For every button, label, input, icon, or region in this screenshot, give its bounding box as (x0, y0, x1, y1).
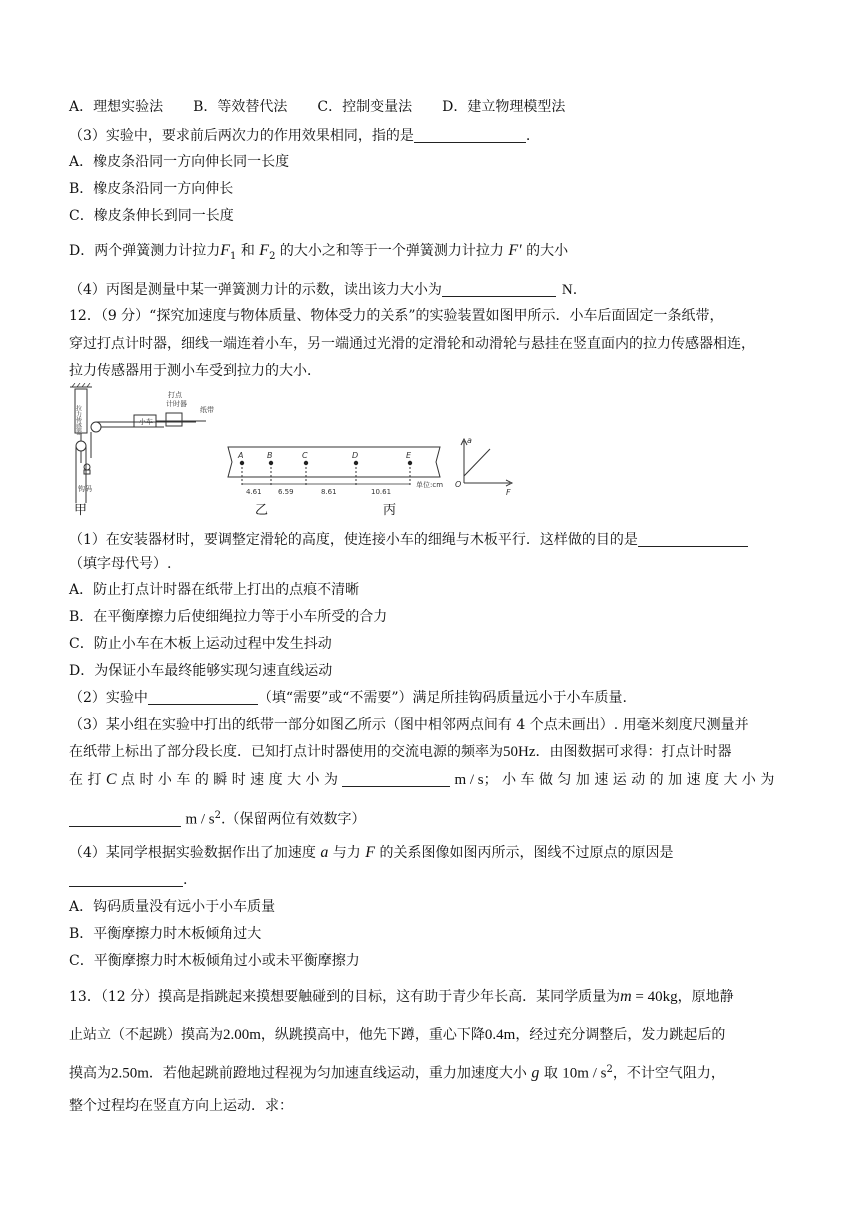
q11-q4: （4）丙图是测量中某一弹簧测力计的示数，读出该力大小为 N. (69, 282, 578, 298)
graph-x-label: F (506, 488, 511, 497)
point-label-a: A (238, 451, 244, 460)
point-label-e: E (406, 451, 412, 460)
option-c: C．控制变量法 (317, 99, 413, 115)
answer-blank[interactable] (69, 872, 183, 887)
q11-q3-option-a: A．橡皮条沿同一方向伸长同一长度 (69, 154, 290, 170)
q12-q3-line-1: （3）某小组在实验中打出的纸带一部分如图乙所示（图中相邻两点间有 4 个点未画出）. 用毫米刻度尺测量并 (69, 717, 749, 733)
q12-intro-3: 拉力传感器用于测小车受到拉力的大小． (69, 363, 321, 379)
caption-jia: 甲 (74, 503, 88, 518)
dot-d (354, 461, 358, 465)
answer-blank[interactable] (69, 812, 181, 827)
point-label-c: C (302, 451, 308, 460)
distance-bc: 6.59 (278, 488, 294, 496)
q12-q1-stem-2: （填字母代号）. (69, 556, 172, 572)
dot-b (269, 461, 273, 465)
q11-q3-option-b: B．橡皮条沿同一方向伸长 (69, 181, 234, 197)
timer-label-1: 打点 (168, 391, 182, 399)
graph-y-label: a (467, 436, 472, 445)
q12-q1-option-d: D．为保证小车最终能够实现匀速直线运动 (69, 663, 333, 679)
graph-origin-label: O (455, 480, 462, 489)
answer-blank[interactable] (414, 128, 526, 143)
option-b: B．等效替代法 (193, 99, 288, 115)
q12-q3-line-2: 在纸带上标出了部分段长度．已知打点计时器使用的交流电源的频率为50Hz．由图数据可求得：打点计时器 (69, 744, 732, 760)
hook (84, 464, 90, 470)
q12-figure (66, 383, 526, 519)
point-label-b: B (267, 451, 273, 460)
ceiling-hatch (72, 383, 90, 387)
q12-intro-1: 12．（9 分）“探究加速度与物体质量、物体受力的关系”的实验装置如图甲所示．小车后面固定一条纸带， (69, 308, 724, 324)
option-a: A．理想实验法 (69, 99, 164, 115)
weight-label: 钩码 (78, 485, 92, 493)
unit-label: 单位:cm (416, 481, 444, 489)
q12-q2: （2）实验中 （填“需要”或“不需要”）满足所挂钩码质量远小于小车质量. (69, 690, 627, 706)
distance-cd: 8.61 (321, 488, 337, 496)
fixed-pulley (91, 422, 101, 432)
distance-de: 10.61 (371, 488, 392, 496)
option-d: D．建立物理模型法 (442, 99, 566, 115)
point-label-d: D (352, 451, 359, 460)
caption-bing: 丙 (383, 503, 397, 518)
q13-line-4: 整个过程均在竖直方向上运动．求： (69, 1098, 293, 1114)
q12-q4-option-a: A．钩码质量没有远小于小车质量 (69, 899, 276, 915)
dot-e (408, 461, 412, 465)
caption-yi: 乙 (255, 503, 269, 518)
dot-a (240, 461, 244, 465)
weight-block (84, 470, 90, 474)
answer-blank[interactable] (342, 772, 450, 787)
q11-q2-options (69, 97, 595, 117)
q12-q1-option-a: A．防止打点计时器在纸带上打出的点痕不清晰 (69, 582, 360, 598)
q12-q4-blank-line: . (69, 870, 187, 890)
q12-q1-option-c: C．防止小车在木板上运动过程中发生抖动 (69, 636, 332, 652)
cart-label: 小车 (139, 418, 153, 426)
graph-line (464, 449, 490, 476)
answer-blank[interactable] (638, 532, 748, 547)
q12-q1-stem: （1）在安装器材时，要调整定滑轮的高度，使连接小车的细绳与木板平行．这样做的目的是 (69, 530, 748, 550)
timer-label-2: 计时器 (166, 400, 187, 408)
graph-diagram (461, 439, 512, 486)
answer-blank[interactable] (148, 690, 258, 705)
tape-label: 纸带 (200, 406, 214, 414)
q13-line-1: 13．（12 分）摸高是指跳起来摸想要触碰到的目标，这有助于青少年长高．某同学质量为m = 40kg，原地静 (69, 988, 734, 1005)
q12-q4-stem: （4）某同学根据实验数据作出了加速度 a 与力 F 的关系图像如图丙所示，图线不过原点的原因是 (69, 844, 674, 861)
dot-c (304, 461, 308, 465)
q13-line-2: 止站立（不起跳）摸高为2.00m，纵跳摸高中，他先下蹲，重心下降0.4m，经过充分调整后，发力跳起后的 (69, 1027, 726, 1043)
q12-q3-line-3: 在 打 C 点 时 小 车 的 瞬 时 速 度 大 小 为 m / s； 小 车 做 匀 加 速 运 动 的 加 速 度 大 小 为 (69, 771, 775, 788)
movable-pulley (76, 441, 86, 451)
tape-dots (240, 461, 412, 465)
q11-q3-stem: （3）实验中，要求前后两次力的作用效果相同，指的是 . (69, 128, 531, 144)
distance-ab: 4.61 (246, 488, 262, 496)
q11-q3-option-d: D．两个弹簧测力计拉力$F_1$ 和 $F_2$ 的大小之和等于一个弹簧测力计拉力 F′ 的大小 (69, 242, 569, 262)
q11-q3-option-c: C．橡皮条伸长到同一长度 (69, 208, 234, 224)
q12-q3-line-4: m / $s^2$.（保留两位有效数字） (69, 806, 365, 830)
q13-line-3: 摸高为2.50m．若他起跳前蹬地过程视为匀加速直线运动，重力加速度大小 g 取 $10m / s^2$，不计空气阻力， (69, 1064, 725, 1082)
q12-q4-option-c: C．平衡摩擦力时木板倾角过小或未平衡摩擦力 (69, 953, 360, 969)
sensor-label: 拉力传感器 (74, 405, 82, 435)
timer (166, 413, 182, 426)
q12-intro-2: 穿过打点计时器，细线一端连着小车，另一端通过光滑的定滑轮和动滑轮与悬挂在竖直面内的拉力传感器相连， (69, 336, 755, 352)
answer-blank[interactable] (442, 282, 556, 297)
q12-q4-option-b: B．平衡摩擦力时木板倾角过大 (69, 926, 262, 942)
q12-q1-option-b: B．在平衡摩擦力后使细绳拉力等于小车所受的合力 (69, 609, 388, 625)
